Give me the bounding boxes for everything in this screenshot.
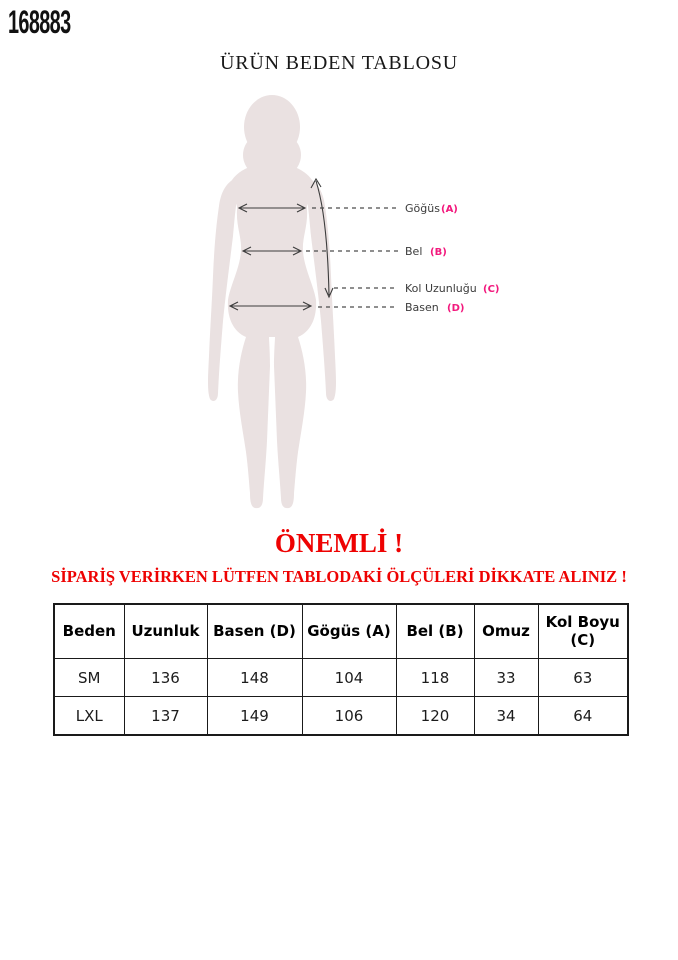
size-cell: 137 [124,697,207,736]
col-header-basen: Basen (D) [207,604,302,659]
size-cell: 33 [474,659,538,697]
size-cell: 136 [124,659,207,697]
important-heading: ÖNEMLİ ! [274,528,404,558]
chest-label: Göğüs [405,202,440,215]
table-row-sm [54,659,628,697]
order-warning-text: SİPARİŞ VERİRKEN LÜTFEN TABLODAKİ ÖLÇÜLERİ DİKKATE ALINIZ ! [51,567,627,586]
size-cell: 148 [207,659,302,697]
size-cell: 106 [302,697,396,736]
size-cell: 34 [474,697,538,736]
col-header-gogus: Gögüs (A) [302,604,396,659]
col-header-omuz: Omuz [474,604,538,659]
size-table [53,603,629,736]
body-measurement-diagram [140,90,600,520]
arm-length-label: Kol Uzunluğu [405,282,477,295]
col-header-bel: Bel (B) [396,604,474,659]
page-title: ÜRÜN BEDEN TABLOSU [220,52,458,74]
col-header-beden: Beden [54,604,124,659]
col-header-kol-boyu: Kol Boyu (C) [538,604,628,659]
size-cell: 104 [302,659,396,697]
size-cell: 118 [396,659,474,697]
size-cell: SM [54,659,124,697]
female-silhouette-shape [208,95,336,508]
hip-letter: (D) [447,303,465,314]
col-header-uzunluk: Uzunluk [124,604,207,659]
hip-label: Basen [405,301,439,314]
table-row-lxl [54,697,628,736]
size-cell: 64 [538,697,628,736]
size-cell: LXL [54,697,124,736]
waist-label: Bel [405,245,423,258]
product-code: 168883 [8,4,71,40]
size-cell: 63 [538,659,628,697]
size-cell: 120 [396,697,474,736]
size-table-header-row [54,604,628,659]
size-cell: 149 [207,697,302,736]
waist-letter: (B) [430,247,447,258]
arm-length-letter: (C) [483,284,500,295]
chest-letter: (A) [441,204,458,215]
